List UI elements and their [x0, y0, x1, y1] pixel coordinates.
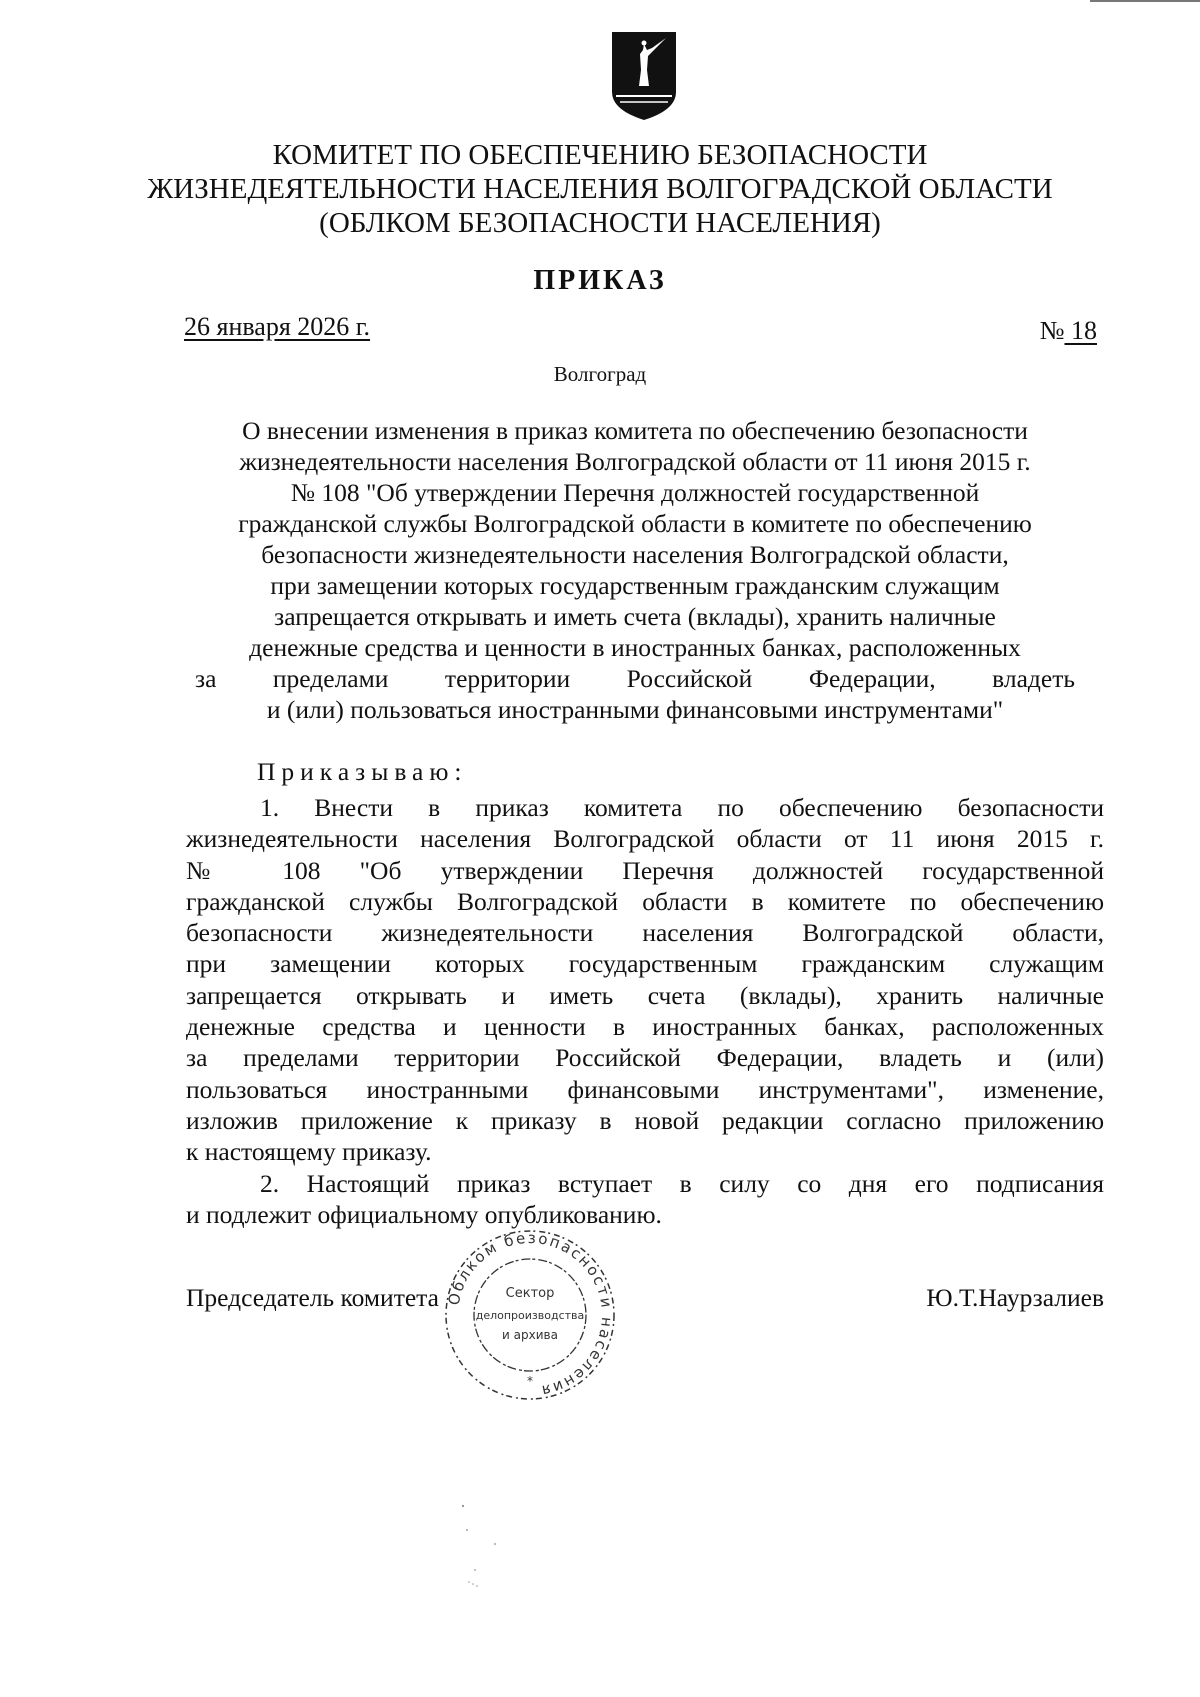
paragraph-line: и подлежит официальному опубликованию. [186, 1199, 662, 1229]
subject-line: запрещается открывать и иметь счета (вклады), хранить наличные [274, 602, 996, 631]
paragraph-line: при замещении которых государственным гражданским служащим [186, 949, 1104, 979]
header-line: КОМИТЕТ ПО ОБЕСПЕЧЕНИЮ БЕЗОПАСНОСТИ [272, 139, 928, 171]
subject-line: гражданской службы Волгоградской области в комитете по обеспечению [238, 509, 1032, 538]
paragraph-line: к настоящему приказу. [186, 1137, 432, 1167]
paragraph-line: гражданской службы Волгоградской области в комитете по обеспечению [186, 886, 1104, 916]
order-word: Приказываю: [257, 757, 468, 786]
signer-name: Ю.Т.Наурзалиев [926, 1283, 1104, 1312]
stamp-inner-line: и архива [502, 1328, 558, 1342]
volgograd-coat-of-arms-icon [610, 30, 678, 122]
subject-line: и (или) пользоваться иностранными финансовыми инструментами" [266, 695, 1004, 724]
stamp-inner-line: делопроизводства [475, 1309, 585, 1322]
number-label: № [1039, 316, 1065, 345]
subject-line: О внесении изменения в приказ комитета по обеспечению безопасности [242, 416, 1028, 445]
order-body [186, 792, 1104, 1230]
scan-edge-line [1090, 0, 1200, 2]
committee-header [100, 138, 1100, 240]
stamp-inner-line: Сектор [505, 1286, 555, 1301]
subject-line: при замещении которых государственным гражданским служащим [270, 571, 1000, 600]
subject-line: за пределами территории Российской Федерации, владеть [195, 664, 1075, 693]
paragraph-line: за пределами территории Российской Федерации, владеть и (или) [186, 1043, 1104, 1073]
scan-specks [455, 1500, 515, 1600]
paragraph-line: 1. Внести в приказ комитета по обеспечению безопасности [260, 793, 1104, 822]
document-city: Волгоград [553, 362, 647, 386]
paragraph-line: жизнедеятельности населения Волгоградской области от 11 июня 2015 г. [186, 824, 1104, 854]
number-value: 18 [1071, 316, 1097, 345]
subject-line: безопасности жизнедеятельности населения Волгоградской области, [261, 540, 1009, 569]
signature-title: Председатель комитета [186, 1283, 439, 1312]
subject-line: жизнедеятельности населения Волгоградской области от 11 июня 2015 г. [239, 447, 1031, 476]
header-line: ЖИЗНЕДЕЯТЕЛЬНОСТИ НАСЕЛЕНИЯ ВОЛГОГРАДСКОЙ ОБЛАСТИ [147, 173, 1053, 205]
paragraph-line: № 108 "Об утверждении Перечня должностей государственной [186, 855, 1104, 885]
svg-text:*: * [527, 1374, 533, 1388]
paragraph-line: безопасности жизнедеятельности населения Волгоградской области, [186, 918, 1104, 948]
paragraph-line: 2. Настоящий приказ вступает в силу со дня его подписания [260, 1168, 1104, 1198]
document-number [1040, 316, 1097, 346]
paragraph-line: запрещается открывать и иметь счета (вклады), хранить наличные [186, 980, 1104, 1010]
paragraph-line: пользоваться иностранными финансовыми инструментами", изменение, [186, 1074, 1104, 1104]
header-line: (ОБЛКОМ БЕЗОПАСНОСТИ НАСЕЛЕНИЯ) [319, 207, 881, 239]
subject-line: № 108 "Об утверждении Перечня должностей государственной [290, 478, 980, 507]
paragraph-line: изложив приложение к приказу в новой редакции согласно приложению [186, 1105, 1104, 1135]
paragraph-line: денежные средства и ценности в иностранных банках, расположенных [186, 1012, 1104, 1042]
document-date: 26 января 2026 г. [184, 312, 371, 341]
document-subject [195, 415, 1075, 725]
document-title: ПРИКАЗ [533, 265, 667, 296]
subject-line: денежные средства и ценности в иностранных банках, расположенных [249, 633, 1021, 662]
stamp-outer-text: Облком безопасности населения [444, 1228, 617, 1401]
official-stamp-icon [440, 1225, 620, 1405]
